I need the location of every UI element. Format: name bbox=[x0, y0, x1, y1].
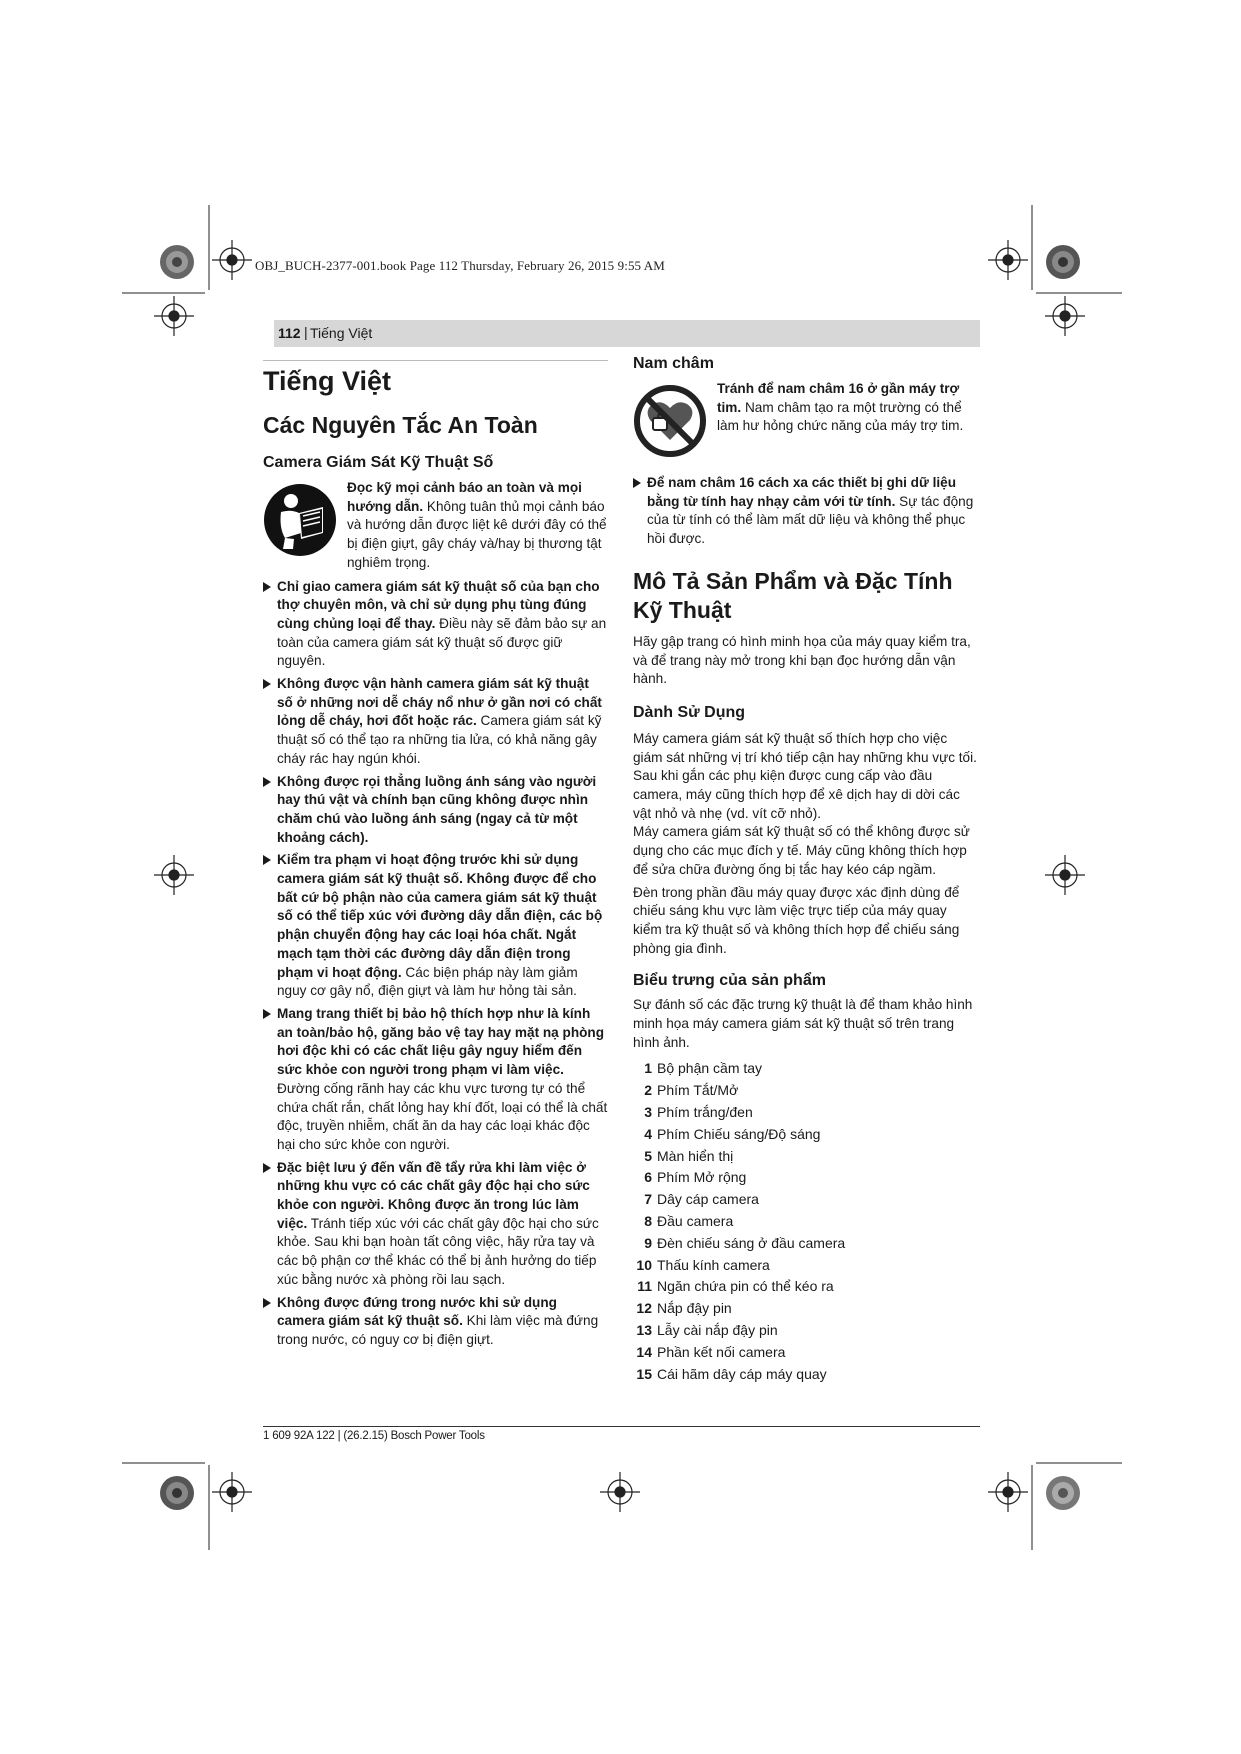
bullet-arrow-icon bbox=[263, 679, 271, 689]
safety-bullets bbox=[263, 578, 608, 1350]
part-number: 3 bbox=[644, 1104, 652, 1121]
file-header: OBJ_BUCH-2377-001.book Page 112 Thursday, February 26, 2015 9:55 AM bbox=[255, 258, 665, 273]
list-item bbox=[633, 1211, 978, 1233]
product-intro: Hãy gập trang có hình minh họa của máy quay kiểm tra, và để trang này mở trong khi bạn đọc hướng dẫn vận hành. bbox=[633, 633, 971, 687]
list-item bbox=[633, 1080, 978, 1102]
list-item bbox=[263, 1005, 608, 1155]
part-number: 5 bbox=[644, 1147, 652, 1164]
list-item bbox=[633, 1320, 978, 1342]
list-item bbox=[263, 675, 608, 769]
usage-paragraph-2: Máy camera giám sát kỹ thuật số có thể không được sử dụng cho các mục đích y tế. Máy cũng không thích hợp để sửa chữa đường ống bị tắc hay kéo cáp ngầm. bbox=[633, 824, 970, 877]
product-title: Mô Tả Sản Phẩm và Đặc Tính Kỹ Thuật bbox=[633, 567, 953, 623]
bullet-text: Đường cống rãnh hay các khu vực tương tự có thể chứa chất rắn, chất lỏng hay khí đốt, loại có thể là chất độc, truyền nhiễm, chất ăn da hay các loại khác độc hại cho sức khỏe con người. bbox=[277, 1080, 608, 1152]
bullet-bold: Không được đứng trong nước khi sử dụng camera giám sát kỹ thuật số. bbox=[277, 1294, 557, 1329]
header-language: Tiếng Việt bbox=[310, 325, 373, 341]
magnet-text: Nam châm tạo ra một trường có thể làm hư hỏng chức năng của máy trợ tim. bbox=[717, 399, 964, 434]
usage-paragraph-3: Đèn trong phần đầu máy quay được xác định dùng để chiếu sáng khu vực làm việc trực tiếp của máy quay kiểm tra kỹ thuật số và không thích hợp để chiếu sáng phòng gia đình. bbox=[633, 884, 960, 956]
bullet-arrow-icon bbox=[263, 1009, 271, 1019]
part-number: 11 bbox=[637, 1278, 652, 1295]
read-instructions-block bbox=[263, 479, 608, 573]
intro-text: Không tuân thủ mọi cảnh báo và hướng dẫn được liệt kê dưới đây có thể bị điện giựt, gây cháy và/hay bị thương tật nghiêm trọng. bbox=[347, 498, 607, 570]
section-title: Các Nguyên Tắc An Toàn bbox=[263, 412, 538, 438]
subsection-title: Camera Giám Sát Kỹ Thuật Số bbox=[263, 454, 494, 471]
part-number: 2 bbox=[644, 1082, 652, 1099]
part-label: Ngăn chứa pin có thể kéo ra bbox=[657, 1278, 834, 1295]
bullet-text: Các biện pháp này làm giảm nguy cơ gây nổ, điện giựt và làm hư hỏng tài sản. bbox=[277, 964, 578, 999]
right-column bbox=[633, 350, 978, 1385]
bullet-bold: Mang trang thiết bị bảo hộ thích hợp như là kính an toàn/bảo hộ, găng bảo vệ tay hay mặt nạ phòng hơi độc khi có các chất liệu gây nguy hiểm đến sức khỏe con người trong phạm vi làm việc. bbox=[277, 1005, 605, 1078]
list-item bbox=[633, 1255, 978, 1277]
bullet-arrow-icon bbox=[263, 1298, 271, 1308]
part-label: Phím Mở rộng bbox=[657, 1169, 747, 1186]
part-label: Phím Tắt/Mở bbox=[657, 1082, 739, 1099]
bullet-text: Camera giám sát kỹ thuật số có thể tạo ra những tia lửa, có khả năng gây cháy rác hay ngún khói. bbox=[277, 713, 602, 766]
part-number: 7 bbox=[644, 1191, 652, 1208]
magnet-heading: Nam châm bbox=[633, 355, 714, 372]
part-label: Phím Chiếu sáng/Độ sáng bbox=[657, 1125, 821, 1142]
part-number: 12 bbox=[636, 1300, 652, 1317]
bullet-bold: Không được vận hành camera giám sát kỹ thuật số ở những nơi dễ cháy nổ như ở gần nơi có chất lỏng dễ cháy, hơi đốt hoặc rác. bbox=[277, 676, 602, 729]
part-number: 8 bbox=[644, 1213, 652, 1230]
part-label: Bộ phận cầm tay bbox=[657, 1060, 763, 1077]
intro-bold: Đọc kỹ mọi cảnh báo an toàn và mọi hướng dẫn. bbox=[347, 480, 582, 514]
list-item bbox=[633, 1167, 978, 1189]
part-label: Phím trắng/đen bbox=[657, 1104, 753, 1121]
list-item bbox=[633, 1276, 978, 1298]
part-label: Đèn chiếu sáng ở đầu camera bbox=[657, 1234, 846, 1251]
list-item bbox=[263, 773, 608, 848]
bullet-arrow-icon bbox=[263, 582, 271, 592]
magnet-bold: Tránh để nam châm 16 ở gần máy trợ tim. bbox=[717, 381, 960, 415]
page-header bbox=[274, 320, 980, 347]
page-title: Tiếng Việt bbox=[263, 366, 392, 396]
list-item bbox=[263, 578, 608, 672]
bullet-text: Khi làm việc mà đứng trong nước, có nguy cơ bị điện giựt. bbox=[277, 1313, 599, 1347]
part-number: 15 bbox=[636, 1365, 652, 1382]
list-item bbox=[633, 1189, 978, 1211]
list-item bbox=[633, 1233, 978, 1255]
bullet-bold: Chỉ giao camera giám sát kỹ thuật số của bạn cho thợ chuyên môn, và chỉ sử dụng phụ tùng đúng cùng chủng loại để thay. bbox=[277, 578, 600, 631]
features-title: Biểu trưng của sản phẩm bbox=[633, 972, 826, 990]
part-number: 1 bbox=[644, 1060, 652, 1077]
magnet-bullets bbox=[633, 474, 978, 549]
bullet-bold: Đặc biệt lưu ý đến vấn đề tẩy rửa khi làm việc ở những khu vực có các chất gây độc hại cho sức khỏe con người. Không được ăn trong lúc làm việc. bbox=[277, 1159, 590, 1231]
part-number: 4 bbox=[644, 1125, 652, 1142]
bullet-bold: Kiểm tra phạm vi hoạt động trước khi sử dụng camera giám sát kỹ thuật số. Không được để cho bất cứ bộ phận nào của camera giám sát kỹ thuật số có thể tiếp xúc với đường dây dẫn điện, các bộ phận chuyển động hay các loại hóa chất. Ngắt mạch tạm thời các đường dây dẫn điện trong phạm vi hoạt động. bbox=[277, 852, 603, 980]
part-label: Đầu camera bbox=[657, 1213, 734, 1230]
bullet-arrow-icon bbox=[633, 478, 641, 488]
part-label: Lẫy cài nắp đậy pin bbox=[657, 1322, 778, 1339]
bullet-arrow-icon bbox=[263, 777, 271, 787]
footer-rule bbox=[263, 1426, 980, 1427]
header-separator: | bbox=[304, 324, 308, 340]
part-label: Nắp đậy pin bbox=[657, 1300, 732, 1317]
part-number: 6 bbox=[644, 1169, 652, 1186]
list-item bbox=[633, 474, 978, 549]
bullet-arrow-icon bbox=[263, 855, 271, 865]
list-item bbox=[263, 1159, 608, 1290]
part-label: Cái hãm dây cáp máy quay bbox=[657, 1365, 827, 1382]
bullet-arrow-icon bbox=[263, 1163, 271, 1173]
bullet-text: Điều này sẽ đảm bảo sự an toàn của camera giám sát kỹ thuật số được giữ nguyên. bbox=[277, 615, 607, 669]
left-column bbox=[263, 350, 608, 1354]
list-item bbox=[633, 1124, 978, 1146]
list-item bbox=[633, 1342, 978, 1364]
part-label: Thấu kính camera bbox=[657, 1256, 770, 1273]
parts-list bbox=[633, 1058, 978, 1385]
part-number: 13 bbox=[636, 1322, 652, 1339]
features-intro: Sự đánh số các đặc trưng kỹ thuật là để tham khảo hình minh họa máy camera giám sát kỹ thuật số trên trang hình ảnh. bbox=[633, 997, 973, 1050]
list-item bbox=[633, 1298, 978, 1320]
list-item bbox=[633, 1102, 978, 1124]
no-pacemaker-icon bbox=[633, 384, 707, 458]
list-item bbox=[633, 1364, 978, 1386]
bullet-bold: Để nam châm 16 cách xa các thiết bị ghi dữ liệu bằng từ tính hay nhạy cảm với từ tính. bbox=[647, 475, 957, 509]
list-item bbox=[633, 1058, 978, 1080]
part-number: 10 bbox=[636, 1256, 652, 1273]
list-item bbox=[633, 1146, 978, 1168]
usage-paragraph-1: Máy camera giám sát kỹ thuật số thích hợp cho việc giám sát những vị trí khó tiếp cận hay những khu vực tối. Sau khi gắn các phụ kiện được cung cấp vào đầu camera, máy cũng thích hợp để xê dịch hay di dời các vật nhỏ và nhẹ (vd. vít cỡ nhỏ). bbox=[633, 730, 977, 821]
bullet-text: Tránh tiếp xúc với các chất gây độc hại cho sức khỏe. Sau khi bạn hoàn tất công việc, hãy rửa tay và các bộ phận cơ thể khác có thể bị ảnh hưởng do tiếp xúc bằng nước xà phòng rồi lau sạch. bbox=[277, 1215, 599, 1287]
magnet-warning-block bbox=[633, 380, 978, 458]
part-number: 9 bbox=[644, 1234, 652, 1251]
footer: 1 609 92A 122 | (26.2.15) Bosch Power Tools bbox=[263, 1430, 485, 1442]
bullet-bold: Không được rọi thẳng luồng ánh sáng vào người hay thú vật và chính bạn cũng không được nhìn chăm chú vào luồng ánh sáng (ngay cả từ một khoảng cách). bbox=[277, 773, 597, 845]
read-manual-icon bbox=[263, 483, 337, 557]
page-number: 112 bbox=[278, 325, 301, 341]
part-label: Dây cáp camera bbox=[657, 1191, 759, 1208]
part-number: 14 bbox=[636, 1343, 652, 1360]
part-label: Phần kết nối camera bbox=[657, 1343, 786, 1360]
usage-title: Dành Sử Dụng bbox=[633, 703, 746, 721]
bullet-text: Sự tác động của từ tính có thể làm mất dữ liệu và không thể phục hồi được. bbox=[647, 493, 974, 547]
list-item bbox=[263, 1294, 608, 1350]
part-label: Màn hiển thị bbox=[657, 1147, 734, 1164]
list-item bbox=[263, 851, 608, 1001]
